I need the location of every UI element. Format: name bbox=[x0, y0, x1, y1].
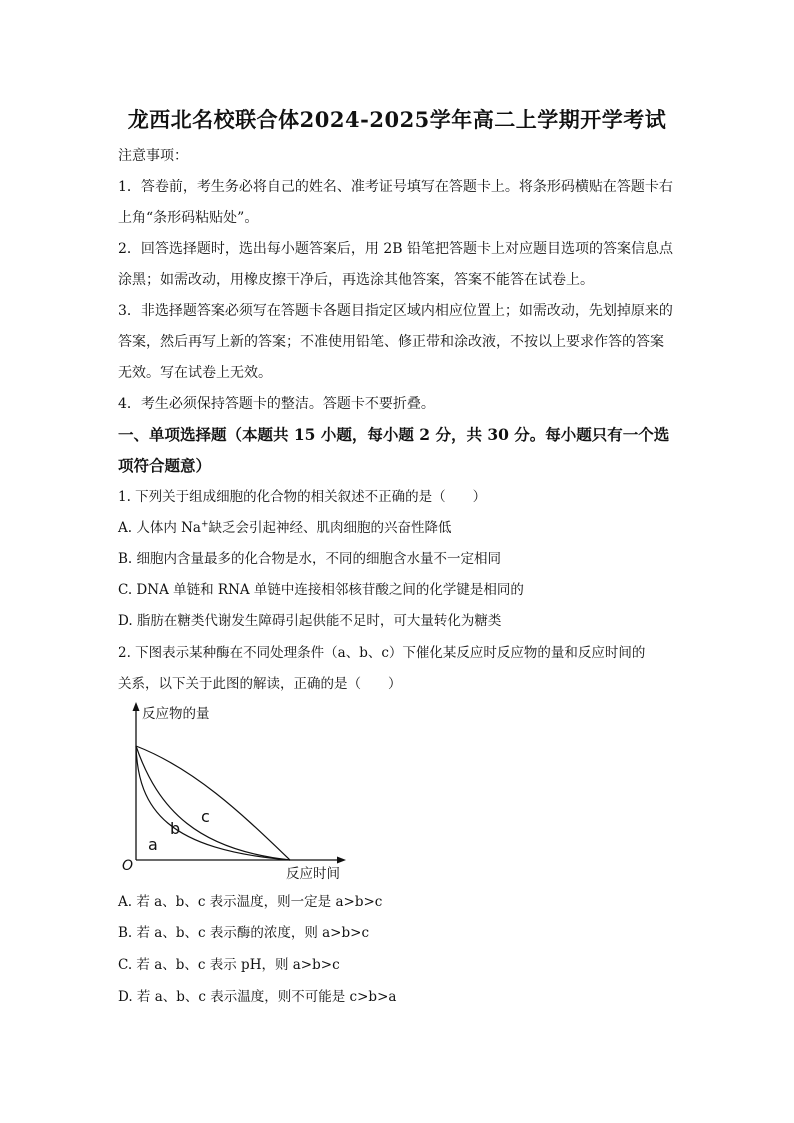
question-1-stem: 1. 下列关于组成细胞的化合物的相关叙述不正确的是（ ） bbox=[118, 489, 487, 505]
question-2-stem-cont: 关系，以下关于此图的解读，正确的是（ ） bbox=[118, 676, 402, 692]
question-2-option-b: B. 若 a、b、c 表示酶的浓度，则 a>b>c bbox=[118, 925, 370, 941]
notice-line: 涂黑；如需改动，用橡皮擦干净后，再选涂其他答案，答案不能答在试卷上。 bbox=[118, 272, 594, 288]
notice-line: 1．答卷前，考生务必将自己的姓名、准考证号填写在答题卡上。将条形码横贴在答题卡右 bbox=[118, 179, 673, 195]
x-axis-label: 反应时间 bbox=[286, 866, 340, 882]
section-heading: 一、单项选择题（本题共 15 小题，每小题 2 分，共 30 分。每小题只有一个选 bbox=[118, 425, 670, 444]
question-1-option-a: A. 人体内 Na+缺乏会引起神经、肌肉细胞的兴奋性降低 bbox=[118, 519, 452, 536]
origin-label: O bbox=[122, 858, 134, 874]
notice-line: 3．非选择题答案必须写在答题卡各题目指定区域内相应位置上；如需改动，先划掉原来的 bbox=[118, 303, 673, 319]
question-2-stem: 2. 下图表示某种酶在不同处理条件（a、b、c）下催化某反应时反应物的量和反应时间的 bbox=[118, 645, 646, 661]
question-2-option-c: C. 若 a、b、c 表示 pH，则 a>b>c bbox=[118, 957, 340, 973]
curve-label-c: c bbox=[201, 807, 210, 826]
question-1-option-c: C. DNA 单链和 RNA 单链中连接相邻核苷酸之间的化学键是相同的 bbox=[118, 582, 524, 598]
section-heading-cont: 项符合题意） bbox=[118, 456, 212, 475]
curve-label-a: a bbox=[148, 835, 158, 854]
question-1-option-b: B. 细胞内含量最多的化合物是水，不同的细胞含水量不一定相同 bbox=[118, 551, 502, 567]
question-2-option-d: D. 若 a、b、c 表示温度，则不可能是 c>b>a bbox=[118, 989, 397, 1005]
notice-line: 4．考生必须保持答题卡的整洁。答题卡不要折叠。 bbox=[118, 396, 435, 412]
notice-line: 答案，然后再写上新的答案；不准使用铅笔、修正带和涂改液，不按以上要求作答的答案 bbox=[118, 334, 664, 350]
notice-line: 2．回答选择题时，选出每小题答案后，用 2B 铅笔把答题卡上对应题目选项的答案信息点 bbox=[118, 241, 674, 257]
curve-label-b: b bbox=[170, 819, 181, 838]
question-1-option-d: D. 脂肪在糖类代谢发生障碍引起供能不足时，可大量转化为糖类 bbox=[118, 613, 502, 629]
notice-heading: 注意事项： bbox=[118, 148, 188, 164]
curve-a bbox=[136, 746, 290, 860]
question-2-option-a: A. 若 a、b、c 表示温度，则一定是 a>b>c bbox=[118, 894, 383, 910]
exam-title: 龙西北名校联合体2024-2025学年高二上学期开学考试 bbox=[127, 107, 667, 132]
y-axis-label: 反应物的量 bbox=[142, 706, 210, 722]
reaction-graph bbox=[118, 700, 358, 882]
x-axis-arrow bbox=[337, 857, 346, 864]
curve-b bbox=[136, 746, 290, 860]
notice-line: 无效。写在试卷上无效。 bbox=[118, 365, 272, 381]
notice-line: 上角“条形码粘贴处”。 bbox=[118, 210, 259, 226]
curve-c bbox=[136, 746, 290, 860]
y-axis-arrow bbox=[133, 702, 140, 711]
